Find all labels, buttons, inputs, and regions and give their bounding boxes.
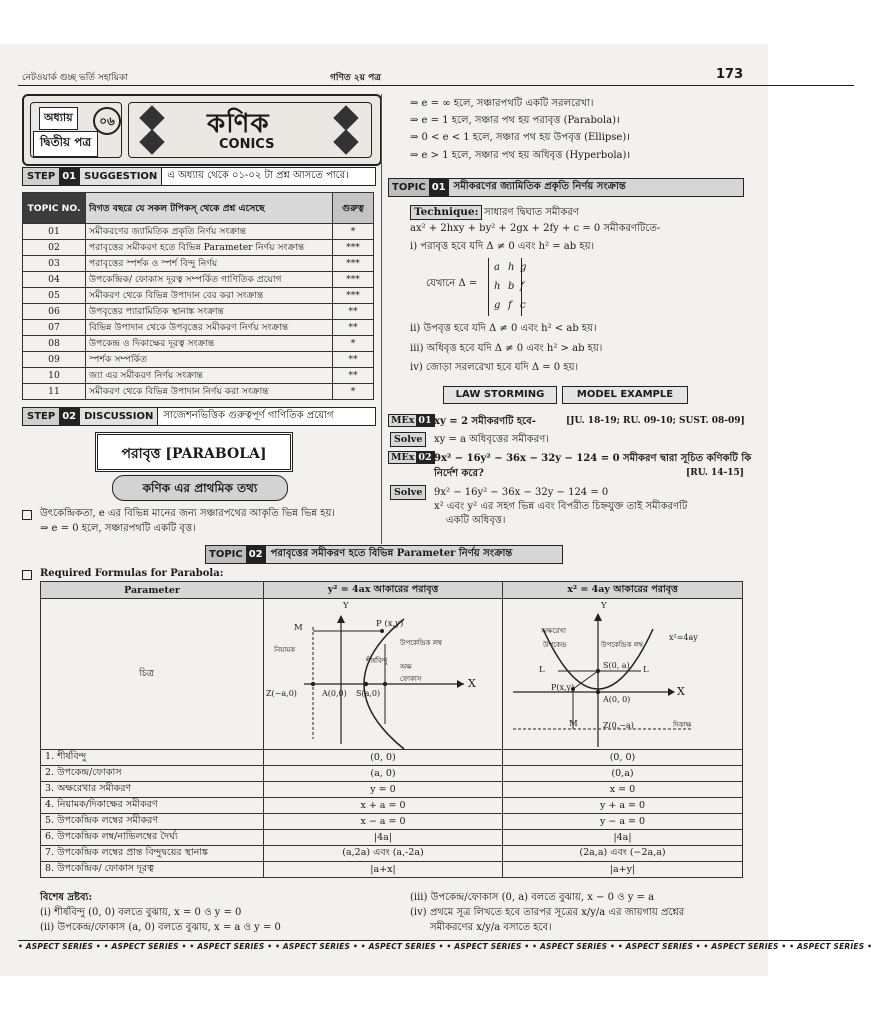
formula-cell-b: (0,a) <box>503 766 743 782</box>
column-divider <box>381 94 382 544</box>
chapter-badge <box>30 102 122 158</box>
mat-g2: g <box>494 300 501 311</box>
header-center: গণিত ২য় পত্র <box>330 73 381 83</box>
topic-row <box>23 272 374 288</box>
note-ii: (ii) উপকেন্দ্র/ফোকাস (a, 0) বলতে বুঝায়, x = a ও y = 0 <box>40 922 281 933</box>
topic-cell-imp: * <box>333 384 374 400</box>
parabola-heading: পরাবৃত্ত [PARABOLA] <box>121 446 267 462</box>
topic-row <box>23 304 374 320</box>
fig2-latus-label: উপকেন্দ্রিক লম্ব <box>601 641 644 649</box>
topic-cell-no: 11 <box>23 384 86 400</box>
fig1-m-label: M <box>294 623 303 633</box>
step-number: 02 <box>59 408 79 425</box>
technique-label: Technique: <box>410 205 482 220</box>
topic-cell-topic: উপকেন্দ্র ও দিকাক্ষের দূরত্ব সংক্রান্ত <box>86 336 333 352</box>
mex1-solve: Solve <box>390 432 426 447</box>
step-discussion <box>22 407 376 426</box>
parabola-heading-box <box>95 432 293 472</box>
mex1-tag: MEx 01 <box>388 414 435 427</box>
fig1-p-label: P (x,y) <box>376 619 404 629</box>
topic-row <box>23 224 374 240</box>
diamond-icon <box>139 105 164 130</box>
formula-row <box>41 846 743 862</box>
fig2-l1-label: L <box>539 665 545 675</box>
diamond-icon <box>333 129 358 154</box>
formula-row <box>41 798 743 814</box>
topic-cell-topic: স্পর্শক সম্পর্কিত <box>86 352 333 368</box>
fig1-latus-label: উপকেন্দ্রিক লম্ব <box>400 639 443 647</box>
footer-series: • ASPECT SERIES • • ASPECT SERIES • • ASPECT SERIES • • ASPECT SERIES • • ASPECT SERIES • • ASPECT SERIES • • ASPECT SERIES • • ASPECT SERIES • • ASPECT SERIES • • ASPECT SERIES • <box>18 942 872 951</box>
mat-g: g <box>520 262 527 273</box>
mat-h2: h <box>494 281 501 292</box>
topic-cell-topic: পরাবৃত্তের সমীকরণ হতে বিভিন্ন Parameter নির্ণয় সংক্রান্ত <box>86 240 333 256</box>
e-case-3: ⇒ 0 < e < 1 হলে, সঞ্চার পথ হয় উপবৃত্ত (Ellipse)। <box>410 132 631 143</box>
mat-b: b <box>508 281 515 292</box>
note-iv: (iv) প্রথমে সূত্র লিখতে হবে তারপর সূত্রের x/y/a এর জায়গায় প্রশ্নের <box>410 907 685 918</box>
notes-title: বিশেষ দ্রষ্টব্য: <box>40 892 93 903</box>
mat-f: f <box>520 281 524 292</box>
figure-x2-4ay <box>503 599 743 750</box>
chapter-title-bn: কণিক <box>207 109 270 139</box>
chapter-title-en: CONICS <box>219 137 275 152</box>
e-case-1: ⇒ e = ∞ হলে, সঞ্চারপথটি একটি সরলরেখা। <box>410 98 594 109</box>
formula-row <box>41 750 743 766</box>
topic-cell-no: 07 <box>23 320 86 336</box>
formula-cell-p: 6. উপকেন্দ্রিক লম্ব/নাভিলম্বের দৈর্ঘ্য <box>41 830 264 846</box>
formula-table <box>40 581 743 878</box>
fig2-eq-label: x²=4ay <box>669 633 698 642</box>
topic2-bar <box>205 545 563 564</box>
topic-cell-imp: * <box>333 224 374 240</box>
model-example-label: MODEL EXAMPLE <box>562 386 688 404</box>
step-text: এ অধ্যায় থেকে ০১-০২ টা প্রশ্ন আসতে পারে। <box>167 170 349 181</box>
formula-row <box>41 830 743 846</box>
mex1-answer: xy = a অধিবৃত্তের সমীকরণ। <box>434 434 549 445</box>
step-key: DISCUSSION <box>79 408 158 425</box>
chapter-tag: অধ্যায় <box>39 107 78 130</box>
formula-cell-a: (0, 0) <box>264 750 503 766</box>
formula-cell-b: (0, 0) <box>503 750 743 766</box>
technique-text: সাধারণ দ্বিঘাত সমীকরণ <box>484 207 579 218</box>
fig2-m-label: M <box>569 719 578 729</box>
fig2-y-label: Y <box>601 601 607 611</box>
fig2-focus-label: উপকেন্দ্র <box>543 641 567 649</box>
fig1-vertex-label: শীর্ষবিন্দু <box>366 657 388 665</box>
mex2-answer: 9x² − 16y² − 36x − 32y − 124 = 0 <box>434 487 609 498</box>
mex2-question-2: নির্দেশ করে? <box>434 468 484 479</box>
chapter-number: ০৬ <box>93 107 121 135</box>
col-parameter: Parameter <box>41 582 264 599</box>
topic-cell-no: 08 <box>23 336 86 352</box>
topic-title: পরাবৃত্তের সমীকরণ হতে বিভিন্ন Parameter নির্ণয় সংক্রান্ত <box>270 548 513 559</box>
step-label: STEP <box>23 168 59 185</box>
fig2-a-label: A(0, 0) <box>603 695 631 704</box>
topic-row <box>23 288 374 304</box>
fig1-s-label: S(a,0) <box>356 689 381 698</box>
topic-label: TOPIC <box>206 546 246 563</box>
fig2-p-label: P(x,y) <box>551 683 575 692</box>
fig2-s-label: S(0, a) <box>603 661 630 670</box>
topic-title: সমীকরণের জ্যামিতিক প্রকৃতি নির্ণয় সংক্রান্ত <box>453 181 626 192</box>
note-i: (i) শীর্ষবিন্দু (0, 0) বলতে বুঝায়, x = 0 ও y = 0 <box>40 907 242 918</box>
technique-iii: iii) অধিবৃত্ত হবে যদি Δ ≠ 0 এবং h² > ab হয়। <box>410 343 603 354</box>
step-label: STEP <box>23 408 59 425</box>
step-suggestion <box>22 167 376 186</box>
formula-cell-b: |a+y| <box>503 862 743 878</box>
technique-iv: iv) জোড়া সরলরেখা হবে যদি Δ = 0 হয়। <box>410 362 579 373</box>
col-x2-4ay: x² = 4ay আকারের পরাবৃত্ত <box>503 582 743 599</box>
fig1-focus-label: ফোকাস <box>400 675 422 683</box>
topic-cell-topic: সমীকরণ থেকে বিভিন্ন উপাদান বের করা সংক্রান্ত <box>86 288 333 304</box>
formula-cell-p: 7. উপকেন্দ্রিক লম্বের প্রান্ত বিন্দুদ্বয়ের স্থানাঙ্ক <box>41 846 264 862</box>
note-iv-2: সমীকরণের x/y/a বসাতে হবে। <box>430 922 552 933</box>
diamond-icon <box>139 129 164 154</box>
formula-cell-p: 4. নিয়ামক/দিকাক্ষের সমীকরণ <box>41 798 264 814</box>
e-case-4: ⇒ e > 1 হলে, সঞ্চার পথ হয় অধিবৃত্ত (Hyperbola)। <box>410 150 631 161</box>
fig1-y-label: Y <box>343 601 349 611</box>
fig1-a-label: A(0,0) <box>322 689 347 698</box>
mex2-answer-2: x² এবং y² এর সহগ ভিন্ন এবং বিপরীত চিহ্নযুক্ত তাই সমীকরণটি <box>434 501 688 512</box>
formula-cell-p: 5. উপকেন্দ্রিক লম্বের সমীকরণ <box>41 814 264 830</box>
topic-cell-no: 06 <box>23 304 86 320</box>
fig2-z-label: Z(0,−a) <box>603 721 634 730</box>
topic-row <box>23 368 374 384</box>
checkbox-icon <box>22 570 32 580</box>
mat-h: h <box>508 262 515 273</box>
mex1-ref: [JU. 18-19; RU. 09-10; SUST. 08-09] <box>566 416 745 426</box>
fig2-directrix-label: দিকাক্ষ <box>673 721 692 729</box>
topic-row <box>23 352 374 368</box>
fig1-axis-label: অক্ষ <box>400 663 412 671</box>
mex2-question: 9x² − 16y² − 36x − 32y − 124 = 0 সমীকরণ দ্বারা সূচিত কণিকটি কি <box>434 453 752 464</box>
topic-cell-topic: উপকেন্দ্রিক/ ফোকাস দূরত্ব সম্পর্কিত গাণিতিক প্রয়োগ <box>86 272 333 288</box>
topic-cell-topic: বিভিন্ন উপাদান থেকে উপবৃত্তের সমীকরণ নির্ণয় সংক্রান্ত <box>86 320 333 336</box>
step-key: SUGGESTION <box>79 168 162 185</box>
topic-cell-no: 04 <box>23 272 86 288</box>
topic-cell-topic: জ্যা এর সমীকরণ নির্ণয় সংক্রান্ত <box>86 368 333 384</box>
mex1-question: xy = 2 সমীকরণটি হবে- <box>434 416 536 427</box>
formula-row <box>41 814 743 830</box>
col-importance: গুরুত্ব <box>333 193 374 224</box>
topic-number: 02 <box>246 546 266 563</box>
checkbox-icon <box>22 510 32 520</box>
law-storming-label: LAW STORMING <box>443 386 557 404</box>
col-topic-no: TOPIC NO. <box>23 193 86 224</box>
topic-cell-imp: *** <box>333 288 374 304</box>
topic-number: 01 <box>429 179 449 196</box>
mat-a: a <box>494 262 500 273</box>
topic-cell-no: 05 <box>23 288 86 304</box>
topics-table <box>22 192 374 400</box>
fig2-axis-label: অক্ষরেখা <box>541 627 567 635</box>
formula-cell-a: (a,2a) এবং (a,-2a) <box>264 846 503 862</box>
step-number: 01 <box>59 168 79 185</box>
formula-cell-p: 8. উপকেন্দ্রিক/ ফোকাস দূরত্ব <box>41 862 264 878</box>
mex2-tag: MEx 02 <box>388 451 435 464</box>
fig2-x-label: X <box>677 685 685 698</box>
formula-row <box>41 862 743 878</box>
formula-row <box>41 766 743 782</box>
fig1-directrix-label: নিয়ামক <box>274 646 296 654</box>
formula-cell-b: (2a,a) এবং (−2a,a) <box>503 846 743 862</box>
mex2-solve: Solve <box>390 485 426 500</box>
topic-cell-no: 01 <box>23 224 86 240</box>
formula-cell-p: 2. উপকেন্দ্র/ফোকাস <box>41 766 264 782</box>
topic-cell-imp: ** <box>333 304 374 320</box>
diamond-icon <box>333 105 358 130</box>
formula-cell-a: |a+x| <box>264 862 503 878</box>
chapter-paper: দ্বিতীয় পত্র <box>33 131 98 157</box>
chapter-title-box <box>128 102 372 158</box>
formula-row <box>41 782 743 798</box>
formula-cell-a: x − a = 0 <box>264 814 503 830</box>
formula-cell-b: y + a = 0 <box>503 798 743 814</box>
topic-cell-topic: পরাবৃত্তের স্পর্শক ও স্পর্শ বিন্দু নির্ণয় <box>86 256 333 272</box>
fig2-l2-label: L <box>643 665 649 675</box>
topic-cell-imp: *** <box>333 240 374 256</box>
e-case-2: ⇒ e = 1 হলে, সঞ্চার পথ হয় পরাবৃত্ত (Parabola)। <box>410 115 620 126</box>
technique-ii: ii) উপবৃত্ত হবে যদি Δ ≠ 0 এবং h² < ab হয়। <box>410 323 597 334</box>
topic-cell-topic: উপবৃত্তের প্যারামিতিক স্থানাঙ্ক সংক্রান্ত <box>86 304 333 320</box>
chapter-banner <box>22 94 382 166</box>
formula-cell-a: (a, 0) <box>264 766 503 782</box>
ecc-intro: উৎকেন্দ্রিকতা, e এর বিভিন্ন মানের জন্য সঞ্চারপথের আকৃতি ভিন্ন ভিন্ন হয়। <box>40 508 336 519</box>
topic-cell-imp: *** <box>333 272 374 288</box>
technique-i: i) পরাবৃত্ত হবে যদি Δ ≠ 0 এবং h² = ab হয়। <box>410 241 595 252</box>
e-case-0: ⇒ e = 0 হলে, সঞ্চারপথটি একটি বৃত্ত। <box>40 523 196 534</box>
formula-cell-b: x = 0 <box>503 782 743 798</box>
required-formulas: Required Formulas for Parabola: <box>40 568 224 579</box>
page-number: 173 <box>716 67 744 82</box>
topic-cell-no: 03 <box>23 256 86 272</box>
step-text: সাজেশনভিত্তিক গুরুত্বপূর্ণ গাণিতিক প্রয়োগ <box>163 410 334 421</box>
formula-cell-a: x + a = 0 <box>264 798 503 814</box>
formula-cell-a: |4a| <box>264 830 503 846</box>
topic-row <box>23 320 374 336</box>
formula-cell-b: y − a = 0 <box>503 814 743 830</box>
col-y2-4ax: y² = 4ax আকারের পরাবৃত্ত <box>264 582 503 599</box>
topic1-bar <box>388 178 744 197</box>
topic-cell-imp: ** <box>333 352 374 368</box>
topic-cell-topic: সমীকরণের জ্যামিতিক প্রকৃতি নির্ণয় সংক্রান্ত <box>86 224 333 240</box>
basic-info-heading: কণিক এর প্রাথমিক তথ্য <box>112 475 288 501</box>
fig1-z-label: Z(−a,0) <box>266 689 297 698</box>
header-left: নেটওয়ার্ক গুচ্ছ ভর্তি সহায়িকা <box>22 73 128 83</box>
technique-eq: ax² + 2hxy + by² + 2gx + 2fy + c = 0 সমীকরণটিতে- <box>410 223 661 234</box>
formula-cell-p: 1. শীর্ষবিন্দু <box>41 750 264 766</box>
topic-cell-no: 10 <box>23 368 86 384</box>
figure-y2-4ax <box>264 599 503 750</box>
col-topic: বিগত বছরে যে সকল টপিকস্ থেকে প্রশ্ন এসেছে <box>86 193 333 224</box>
topic-cell-imp: ** <box>333 320 374 336</box>
figure-label: চিত্র <box>41 599 264 750</box>
topic-cell-topic: সমীকরণ থেকে বিভিন্ন উপাদান নির্ণয় করা সংক্রান্ত <box>86 384 333 400</box>
header-rule <box>18 85 854 86</box>
topic-cell-no: 02 <box>23 240 86 256</box>
topic-cell-imp: * <box>333 336 374 352</box>
topic-label: TOPIC <box>389 179 429 196</box>
mat-c: c <box>520 300 526 311</box>
formula-cell-a: y = 0 <box>264 782 503 798</box>
topic-row <box>23 240 374 256</box>
topic-row <box>23 256 374 272</box>
mex2-ref: [RU. 14-15] <box>686 468 745 478</box>
topic-cell-no: 09 <box>23 352 86 368</box>
note-iii: (iii) উপকেন্দ্র/ফোকাস (0, a) বলতে বুঝায়, x − 0 ও y = a <box>410 892 655 903</box>
topic-cell-imp: ** <box>333 368 374 384</box>
formula-cell-b: |4a| <box>503 830 743 846</box>
formula-cell-p: 3. অক্ষরেখার সমীকরণ <box>41 782 264 798</box>
technique-where: যেখানে Δ = <box>426 278 478 289</box>
topic-cell-imp: *** <box>333 256 374 272</box>
mex2-answer-3: একটি অধিবৃত্ত। <box>446 515 506 526</box>
topic-row <box>23 336 374 352</box>
topic-row <box>23 384 374 400</box>
fig1-x-label: X <box>468 677 476 690</box>
mat-f2: f <box>508 300 512 311</box>
